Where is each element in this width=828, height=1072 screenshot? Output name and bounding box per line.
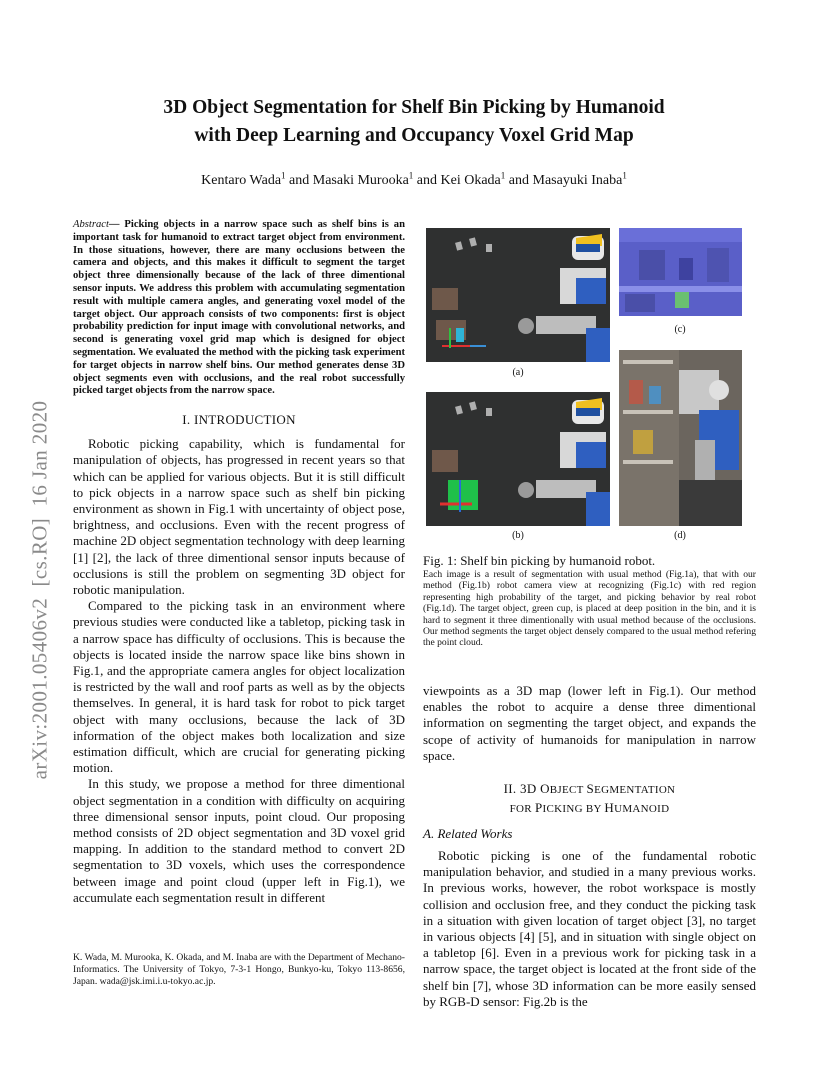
figure-panel-b [426,392,610,526]
abstract-text: Picking objects in a narrow space such as shelf bins is an important task for humanoid to extract target object from environment. In those situations, however, there are many occlusions between the camera and objects, and this makes it difficult to segment the target object three dimensionally because of the lack of three dimentional sensor inputs. We address this problem with accumulating segmentation result with multiple camera angles, and generating voxel model of the target object. Our approach consists of two components: first is object probability prediction for input image with convolutional networks, and second is generating voxel grid map which is designed for object segmentation. We evaluated the method with the picking task experiment for target objects in narrow shelf bins. Our method generates dense 3D object segments even with occlusions, and the real robot successfully picked target objects from the narrow space. [73,219,405,397]
arxiv-id: arXiv:2001.05406v2 [cs.RO] 16 Jan 2020 [27,400,52,780]
section-heading-introduction: I. INTRODUCTION [182,412,296,428]
abstract-dash: — [108,219,125,230]
title-line-2: with Deep Learning and Occupancy Voxel Grid Map [194,125,634,146]
figure-label-d: (d) [674,530,686,541]
intro-paragraph-continued: viewpoints as a 3D map (lower left in Fig.1). Our method enables the robot to acquire a dense three dimentional information on segmenting the target object, and expands the scope of activity of humanoids for manipulation in narrow space. [423,683,756,763]
camera-view-c [619,228,742,316]
related-works-paragraph: Robotic picking is one of the fundamental robotic manipulation behavior, and studied in a many previous works. In previous works, however, the robot workspace is mostly collision and occlusion free, and they conduct the picking task in a situation with given location of target object [3], no target in various objects [4] [5], and in situation with single object on a tabletop [6]. Even in a previous work for picking task in a narrow space, the target object is located at the front side of the shelf bin [7], whose 3D information can be more easily sensed by RGB-D sensor: Fig.2b is the [423,848,756,1009]
right-column [423,683,756,1010]
subsection-heading-related-works: A. Related Works [423,826,513,842]
author-list [60,170,768,189]
figure-label-c: (c) [674,324,686,335]
title-line-1: 3D Object Segmentation for Shelf Bin Picking by Humanoid [163,97,665,118]
intro-paragraph-2: Compared to the picking task in an environment where previous studies were conducted like a tabletop, picking task in a narrow space has difficulty of occlusions. This is because the objects is located inside the narrow space like bins shown in Fig.1, and the appropriate camera angles for object localization is restricted by the wall and roof parts as well as by the objects themselves. In general, it is hard task for robot to pick target object with many occlusions, because the lack of 3D information of the object makes both localization and size estimation difficult, which are crucial for generating picking motion. [73,598,405,776]
section-heading-2-line-2: FOR PICKING BY HUMANOID [509,800,670,816]
intro-paragraph-3: In this study, we propose a method for three dimentional object segmentation in a condition with difficulty on acquiring three dimensional sensor inputs, point cloud. Our proposing method consists of 2D object segmentation and 3D voxel grid mapping. In addition to the standard method to convert 2D segmentation to 3D voxels, which uses the correspondence between image and point cloud (upper left in Fig.1), we accumulate each segmentation result in different [73,776,405,905]
arxiv-stamp [20,400,60,780]
footnote-text: K. Wada, M. Murooka, K. Okada, and M. Inaba are with the Department of Mechano-Informatics. The University of Tokyo, 7-3-1 Hongo, Bunkyo-ku, Tokyo 113-8656, Japan. wada@jsk.imi.i.u-tokyo.ac.jp. [73,952,405,987]
author: Masaki Murooka$^1$ and [312,170,441,188]
figure-caption-body: Each image is a result of segmentation with usual method (Fig.1a), that with our method (Fig.1b) robot camera view at recognizing (Fig.1c) with red region representing high probability of the target, and picking behavior by real robot (Fig.1d). The target object, green cup, is placed at deep position in the bin, and it is hard to segment it three dimentionally with usual method because of the occlusions. Our method segments the target object densely compared to the usual method refering the point cloud. [423,569,756,649]
author: Kei Okada$^1$ and [440,170,533,188]
real-robot-photo-d [619,350,742,526]
section-heading-2-line-1: II. 3D OBJECT SEGMENTATION [503,781,676,797]
figure-label-b: (b) [512,530,524,541]
affiliation-footnote [73,952,405,988]
sim-robot-view-b [426,392,610,526]
figure-panel-c [619,228,742,316]
author: Masayuki Inaba$^1$ [532,170,627,188]
abstract [73,219,405,398]
left-column [73,219,405,906]
author: Kentaro Wada$^1$ and [201,170,313,188]
figure-label-a: (a) [512,367,524,378]
paper-title [60,94,768,150]
figure-caption-title: Fig. 1: Shelf bin picking by humanoid robot. [423,553,656,568]
intro-paragraph-1: Robotic picking capability, which is fundamental for manipulation of objects, has progressed in recent years so that which can be applied for various objects. But it is still difficult to pick objects in a narrow space such as shelf bin picking environment as shown in Fig.1 with uncertainty of object pose, brightness, and occlusions. Even with the recent progress of machine 2D object segmentation technology with deep learning [1] [2], the lack of three dimentional sensor inputs because of occlusions is still the problem on segmenting 3D object for robotic manipulation. [73,436,405,597]
figure-panel-a [426,228,610,362]
sim-robot-view-a [426,228,610,362]
abstract-label: Abstract [73,219,109,230]
figure-panel-d [619,350,742,526]
section-heading-2 [423,780,756,818]
